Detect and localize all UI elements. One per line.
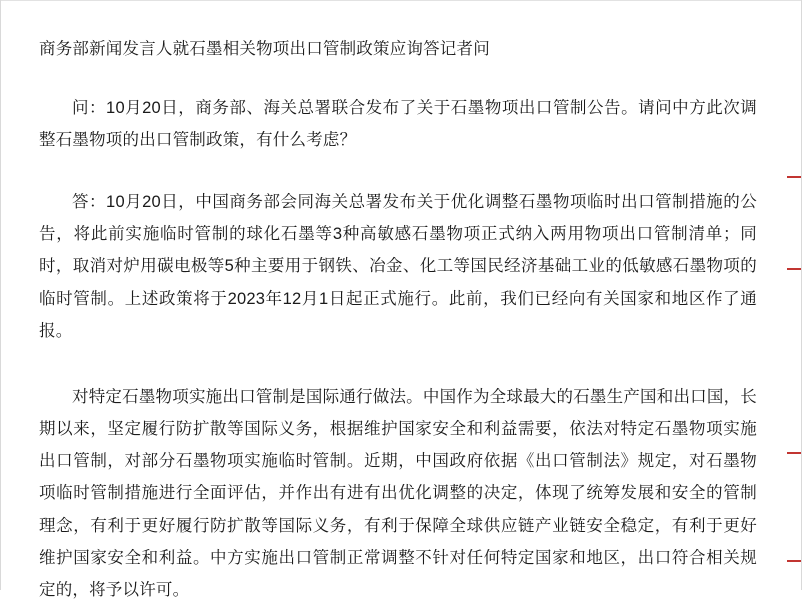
article-content	[1, 1, 801, 599]
paragraph-answer: 答：10月20日，中国商务部会同海关总署发布关于优化调整石墨物项临时出口管制措施的公告，将此前实施临时管制的球化石墨等3种高敏感石墨物项正式纳入两用物项出口管制清单；同时，取消对炉用碳电极等5种主要用于钢铁、冶金、化工等国民经济基础工业的低敏感石墨物项的临时管制。上述政策将于2023年12月1日起正式施行。此前，我们已经向有关国家和地区作了通报。	[39, 193, 757, 340]
page-title: 商务部新闻发言人就石墨相关物项出口管制政策应询答记者问	[39, 40, 490, 58]
paragraph-question: 问：10月20日，商务部、海关总署联合发布了关于石墨物项出口管制公告。请问中方此次调整石墨物项的出口管制政策，有什么考虑？	[39, 98, 757, 149]
paragraph-statement: 对特定石墨物项实施出口管制是国际通行做法。中国作为全球最大的石墨生产国和出口国，长期以来，坚定履行防扩散等国际义务，根据维护国家安全和利益需要，依法对特定石墨物项实施出口管制，对部分石墨物项实施临时管制。近期，中国政府依据《出口管制法》规定，对石墨物项临时管制措施进行全面评估，并作出有进有出优化调整的决定，体现了统筹发展和安全的管制理念，有利于更好履行防扩散等国际义务，有利于保障全球供应链产业链安全稳定，有利于更好维护国家安全和利益。中方实施出口管制正常调整不针对任何特定国家和地区，出口符合相关规定的，将予以许可。	[39, 387, 757, 599]
